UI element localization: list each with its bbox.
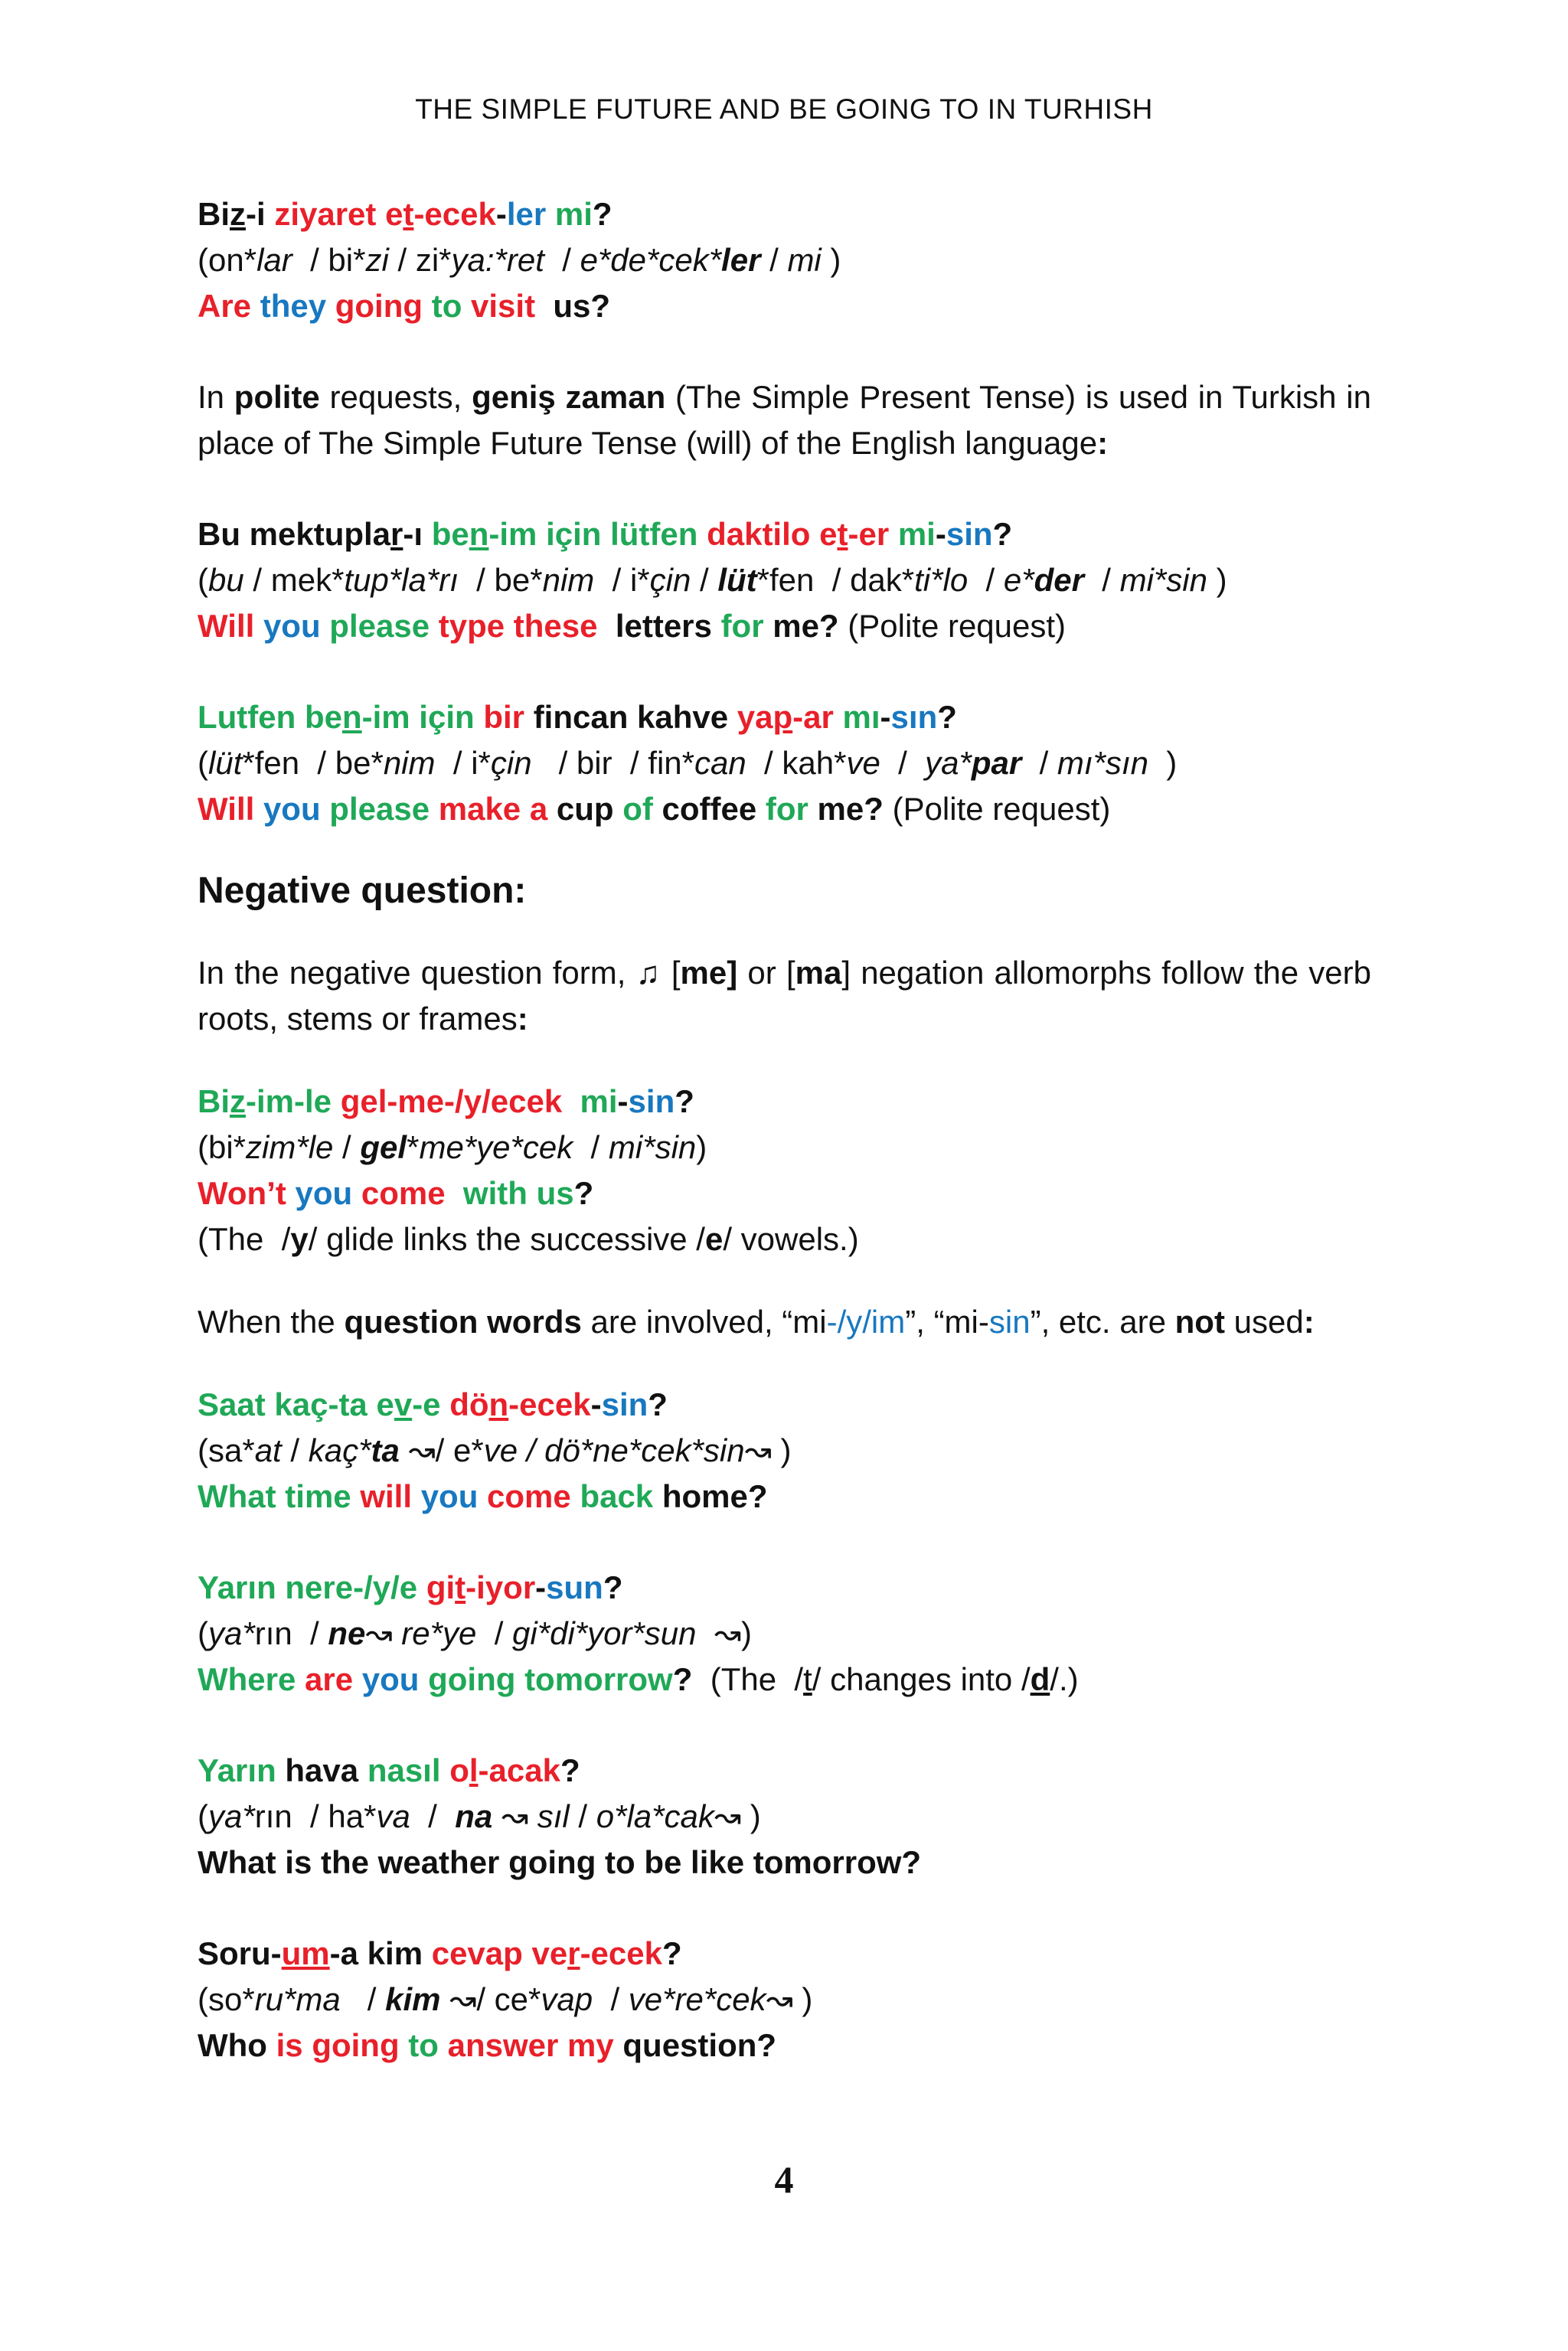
text-segment: / glide links the successive / [308, 1221, 705, 1257]
text-segment: Soru- [198, 1935, 282, 1971]
text-segment: t [403, 196, 414, 232]
text-line [198, 1840, 1371, 1886]
text-segment: n [488, 1386, 509, 1422]
text-segment: are involved, “mi [581, 1304, 827, 1340]
text-segment: polite [234, 379, 320, 415]
text-segment: they [260, 288, 335, 324]
text-segment: me? [817, 791, 893, 827]
text-segment: -im-le [246, 1083, 341, 1119]
text-segment: is going [276, 2027, 409, 2063]
text-segment: ↝) [696, 1615, 753, 1651]
text-segment: ti*lo [914, 562, 969, 598]
text-segment: ( [198, 1615, 208, 1651]
text-segment: gi*di*yor*sun [512, 1615, 697, 1651]
text-segment: requests, [319, 379, 472, 415]
text-segment: ↝ ) [744, 1432, 792, 1468]
text-segment: to [408, 2027, 448, 2063]
text-segment: sin [988, 1304, 1031, 1340]
text-segment: / [968, 562, 1004, 598]
text-segment: sin [946, 516, 993, 552]
text-segment: : [517, 1001, 528, 1037]
text-segment: o*la*cak [596, 1798, 714, 1834]
text-segment: na [455, 1798, 493, 1834]
text-segment: you [361, 1661, 429, 1697]
spacer [198, 1262, 1371, 1299]
text-segment: mi [570, 1083, 618, 1119]
text-segment: -ı [403, 516, 432, 552]
spacer [198, 1520, 1371, 1565]
text-segment: Bi [198, 196, 230, 232]
text-segment: ve [531, 1935, 568, 1971]
text-segment: me*ye*cek [419, 1129, 573, 1165]
text-segment: -im için [361, 699, 484, 735]
text-line [198, 603, 1371, 649]
text-segment: question words [344, 1304, 582, 1340]
text-segment: will [360, 1478, 421, 1514]
text-segment: ya [737, 699, 773, 735]
text-segment: e [704, 1221, 724, 1257]
paragraph [198, 374, 1371, 466]
text-line [198, 740, 1371, 786]
text-segment: Bi [198, 1083, 230, 1119]
page-header: THE SIMPLE FUTURE AND BE GOING TO IN TURHISH [415, 93, 1153, 125]
text-segment: ( [198, 1798, 208, 1834]
text-segment: ve [846, 745, 880, 781]
text-segment: kim [385, 1981, 441, 2017]
text-segment: In the negative question form, ♫ [ [198, 955, 681, 991]
text-segment: ↝ ) [766, 1981, 813, 2017]
text-segment: ↝/ e* [399, 1432, 484, 1468]
text-segment: gel [360, 1129, 407, 1165]
page-number: 4 [774, 2158, 794, 2201]
text-segment: (bi* [198, 1129, 247, 1165]
text-segment: va [376, 1798, 410, 1834]
text-segment: : [1097, 425, 1109, 461]
text-segment: fincan kahve [533, 699, 737, 735]
text-segment: dö [449, 1386, 489, 1422]
text-segment: ler [721, 242, 761, 278]
text-segment: lar [256, 242, 292, 278]
text-segment: / [691, 562, 718, 598]
text-segment: question? [622, 2027, 777, 2063]
text-segment: - [590, 1386, 602, 1422]
text-line [198, 1977, 1371, 2023]
text-segment: -er [848, 516, 898, 552]
text-segment: ma [795, 955, 842, 991]
text-segment: coffee [662, 791, 766, 827]
text-segment: r [567, 1935, 580, 1971]
text-segment: us? [544, 288, 611, 324]
text-segment: mi [554, 196, 593, 232]
text-segment: bir [483, 699, 534, 735]
text-segment: geniş zaman [472, 379, 666, 415]
spacer [198, 916, 1371, 950]
text-segment: at [254, 1432, 282, 1468]
text-segment: - [935, 516, 946, 552]
text-segment: (The Simple Present Tense) is used in Turkish in place of The Simple Future Tense (will) of the English language [198, 379, 1371, 461]
text-segment: ler [506, 196, 555, 232]
text-segment: ? [560, 1752, 580, 1788]
text-segment: e* [1003, 562, 1034, 598]
text-segment: d [1030, 1661, 1050, 1697]
text-segment: ( [198, 562, 208, 598]
text-segment: can [694, 745, 746, 781]
text-segment: mi [787, 242, 822, 278]
text-segment: t [455, 1569, 466, 1605]
text-segment: Saat kaç-ta e [198, 1386, 394, 1422]
text-segment: visit [471, 288, 544, 324]
text-line [198, 237, 1371, 283]
text-segment: letters [606, 608, 721, 644]
text-segment: / [880, 745, 926, 781]
text-segment: ”, etc. are [1030, 1304, 1175, 1340]
text-segment: cevap [431, 1935, 532, 1971]
text-segment: ? [675, 1083, 694, 1119]
spacer [198, 329, 1371, 374]
text-segment: (The / [692, 1661, 804, 1697]
text-segment: / kah* [746, 745, 847, 781]
text-segment: mi [897, 516, 936, 552]
text-segment: çin [490, 745, 532, 781]
text-line [198, 1079, 1371, 1125]
text-segment: gel-me-/y/ecek [340, 1083, 571, 1119]
text-segment: e*de*cek* [580, 242, 722, 278]
text-segment: Will [198, 608, 263, 644]
text-segment: for [720, 608, 773, 644]
text-segment: / i* [435, 745, 491, 781]
text-segment: Bu mektupla [198, 516, 391, 552]
text-segment: ? [573, 1175, 594, 1211]
text-line [198, 511, 1371, 557]
text-segment: be [431, 516, 469, 552]
text-segment: zim*le [246, 1129, 334, 1165]
text-segment: ya* [208, 1798, 255, 1834]
text-segment: z [230, 196, 246, 232]
text-segment: going [335, 288, 432, 324]
text-segment: / [1021, 745, 1057, 781]
text-segment: -ecek [413, 196, 496, 232]
text-segment: nim [383, 745, 436, 781]
text-segment: ( [198, 745, 208, 781]
text-segment: lüt [717, 562, 757, 598]
text-segment: -e [412, 1386, 450, 1422]
text-line [198, 191, 1371, 237]
text-line [198, 1657, 1371, 1703]
paragraph [198, 1299, 1371, 1345]
text-segment: ) [1148, 745, 1178, 781]
text-segment: ) [821, 242, 841, 278]
text-segment: Yarın [198, 1752, 286, 1788]
text-segment: / i* [594, 562, 650, 598]
text-segment: type these [438, 608, 607, 644]
text-segment: gi [426, 1569, 456, 1605]
text-segment: ru*ma [254, 1981, 341, 2017]
text-segment: / zi* [388, 242, 452, 278]
text-segment: / [593, 1981, 629, 2017]
text-segment: Where [198, 1661, 305, 1697]
text-segment: please [329, 608, 439, 644]
text-segment: nim [542, 562, 595, 598]
text-segment: -ar [792, 699, 843, 735]
text-segment: *fen / dak* [756, 562, 915, 598]
text-segment: e [385, 196, 403, 232]
text-segment: used [1224, 1304, 1304, 1340]
text-segment: (sa* [198, 1432, 255, 1468]
text-segment: lüt [208, 745, 243, 781]
text-line [198, 1931, 1371, 1977]
spacer [198, 1042, 1371, 1079]
text-segment: / [281, 1432, 309, 1468]
text-segment: Are [198, 288, 260, 324]
page-content [198, 191, 1371, 2069]
text-segment: ”, “mi- [905, 1304, 989, 1340]
text-segment: mı*sın [1057, 745, 1148, 781]
text-segment: z [230, 1083, 246, 1119]
text-segment: Will [198, 791, 263, 827]
spacer [198, 466, 1371, 511]
text-segment: mi*sin [1119, 562, 1207, 598]
text-segment: t [837, 516, 848, 552]
text-segment: you [263, 791, 330, 827]
text-line [198, 1611, 1371, 1657]
text-segment: : [1303, 1304, 1315, 1340]
text-segment: v [394, 1386, 413, 1422]
text-segment: -ecek [580, 1935, 662, 1971]
text-segment: ya* [208, 1615, 255, 1651]
text-segment: / [569, 1798, 596, 1834]
text-line [198, 557, 1371, 603]
text-segment: - [535, 1569, 547, 1605]
text-segment: zi [365, 242, 389, 278]
text-segment: Won’t [198, 1175, 296, 1211]
text-segment: ta [371, 1432, 400, 1468]
text-segment: -iyor [466, 1569, 536, 1605]
text-segment: to [431, 288, 472, 324]
text-line [198, 1171, 1371, 1216]
text-segment: / bi* [292, 242, 366, 278]
text-segment: ) [696, 1129, 707, 1165]
text-segment: -/y/im [826, 1304, 906, 1340]
text-segment: * [407, 1129, 420, 1165]
text-segment: are [305, 1661, 362, 1697]
text-segment: (on* [198, 242, 257, 278]
text-line [198, 694, 1371, 740]
text-segment: / bir / fin* [531, 745, 694, 781]
text-segment: / mek* [243, 562, 345, 598]
text-segment: sın [890, 699, 938, 735]
text-segment: ↝/ ce* [440, 1981, 541, 2017]
text-segment: rın / [254, 1615, 328, 1651]
text-segment: çin [649, 562, 691, 598]
text-segment: going tomorrow [428, 1661, 673, 1697]
text-segment: -i [246, 196, 275, 232]
text-line [198, 1216, 1371, 1262]
text-segment: y [290, 1221, 309, 1257]
text-segment: ? [592, 196, 612, 232]
text-segment: answer my [447, 2027, 623, 2063]
text-segment: ↝ ) [714, 1798, 761, 1834]
text-segment: l [469, 1752, 479, 1788]
text-segment: Who [198, 2027, 276, 2063]
text-line [198, 1748, 1371, 1794]
text-segment: come [361, 1175, 455, 1211]
text-line [198, 1794, 1371, 1840]
text-line [198, 1565, 1371, 1611]
text-segment: sin [601, 1386, 648, 1422]
text-segment: you [420, 1478, 488, 1514]
text-segment: der [1034, 562, 1084, 598]
text-segment: ? [648, 1386, 668, 1422]
text-segment: / vowels.) [723, 1221, 859, 1257]
text-segment: me? [773, 608, 848, 644]
text-segment: (so* [198, 1981, 255, 2017]
text-segment: t [803, 1661, 812, 1697]
text-segment: with us [454, 1175, 574, 1211]
text-line [198, 2023, 1371, 2069]
text-line [198, 1474, 1371, 1520]
text-segment: ) [1207, 562, 1227, 598]
text-segment: you [295, 1175, 361, 1211]
text-line [198, 1428, 1371, 1474]
text-segment: ? [937, 699, 957, 735]
paragraph [198, 950, 1371, 1042]
text-segment: bu [208, 562, 244, 598]
text-segment: - [495, 196, 507, 232]
text-segment: / [1083, 562, 1120, 598]
text-segment: / [476, 1615, 513, 1651]
text-segment: or [ [737, 955, 795, 991]
text-line [198, 786, 1371, 832]
text-segment: ? [672, 1661, 693, 1697]
text-segment: vap [541, 1981, 593, 2017]
text-segment: / [340, 1981, 386, 2017]
spacer [198, 649, 1371, 694]
text-segment: back [580, 1478, 662, 1514]
text-segment: not [1174, 1304, 1225, 1340]
text-segment: When the [198, 1304, 345, 1340]
text-segment: What is the weather going to be like tomorrow? [198, 1844, 922, 1880]
text-segment: / [333, 1129, 361, 1165]
text-segment: ? [603, 1569, 623, 1605]
text-segment: ya* [925, 745, 972, 781]
text-segment: -acak [478, 1752, 560, 1788]
text-segment: ve*re*cek [628, 1981, 766, 2017]
text-segment: (Polite request) [848, 608, 1067, 644]
text-segment: ne [328, 1615, 366, 1651]
text-segment: n [469, 516, 489, 552]
text-line [198, 1125, 1371, 1171]
text-segment: ve / dö*ne*cek*sin [483, 1432, 745, 1468]
text-segment: ↝ [365, 1615, 402, 1651]
text-segment: Yarın nere-/y/e [198, 1569, 426, 1605]
text-segment: (Polite request) [892, 791, 1111, 827]
text-segment: of [622, 791, 662, 827]
text-line [198, 1382, 1371, 1428]
text-segment: ? [992, 516, 1013, 552]
text-segment: come [487, 1478, 580, 1514]
text-segment: par [971, 745, 1022, 781]
text-segment: tup*la*rı [344, 562, 459, 598]
text-segment: home? [662, 1478, 768, 1514]
text-segment: - [880, 699, 891, 735]
text-segment: /.) [1050, 1661, 1079, 1697]
text-line [198, 283, 1371, 329]
text-segment: re*ye [401, 1615, 477, 1651]
section-heading: Negative question: [198, 870, 527, 911]
text-segment: sıl [537, 1798, 570, 1834]
text-segment: n [341, 699, 362, 735]
text-segment: ] negation allomorphs follow the verb roots, stems or frames [198, 955, 1371, 1037]
spacer [198, 1703, 1371, 1748]
text-segment: o [449, 1752, 469, 1788]
text-segment: ziyaret [274, 196, 386, 232]
text-segment: cup [556, 791, 623, 827]
text-segment: / [573, 1129, 609, 1165]
spacer [198, 1886, 1371, 1931]
text-segment: hava [285, 1752, 368, 1788]
spacer [198, 832, 1371, 866]
text-segment: r [390, 516, 403, 552]
text-segment: -a kim [329, 1935, 432, 1971]
text-segment: sun [546, 1569, 603, 1605]
text-segment: / be* [458, 562, 543, 598]
text-segment: make a [438, 791, 557, 827]
text-segment: p [773, 699, 793, 735]
text-segment: / [544, 242, 580, 278]
text-segment: -ecek [508, 1386, 591, 1422]
text-segment: What time [198, 1478, 361, 1514]
text-segment: kaç* [308, 1432, 371, 1468]
text-segment: me] [680, 955, 738, 991]
text-segment: nasıl [367, 1752, 450, 1788]
text-segment: for [765, 791, 818, 827]
text-segment: / changes into / [812, 1661, 1031, 1697]
text-segment: *fen / be* [242, 745, 384, 781]
text-segment: / [410, 1798, 456, 1834]
text-segment: -im için lütfen [488, 516, 707, 552]
text-segment: ? [662, 1935, 682, 1971]
text-segment: ↝ [492, 1798, 537, 1834]
text-segment: you [263, 608, 330, 644]
text-segment: please [329, 791, 439, 827]
text-segment: sin [628, 1083, 675, 1119]
text-segment: - [617, 1083, 629, 1119]
text-segment: / [760, 242, 788, 278]
spacer [198, 1345, 1371, 1382]
text-segment: mi*sin [608, 1129, 697, 1165]
text-segment: mı [842, 699, 880, 735]
text-segment: um [281, 1935, 330, 1971]
text-segment: ya:*ret [451, 242, 544, 278]
text-segment: daktilo e [707, 516, 838, 552]
text-segment: Lutfen be [198, 699, 342, 735]
text-segment: rın / ha* [254, 1798, 377, 1834]
text-segment: In [198, 379, 234, 415]
text-segment: (The / [198, 1221, 291, 1257]
